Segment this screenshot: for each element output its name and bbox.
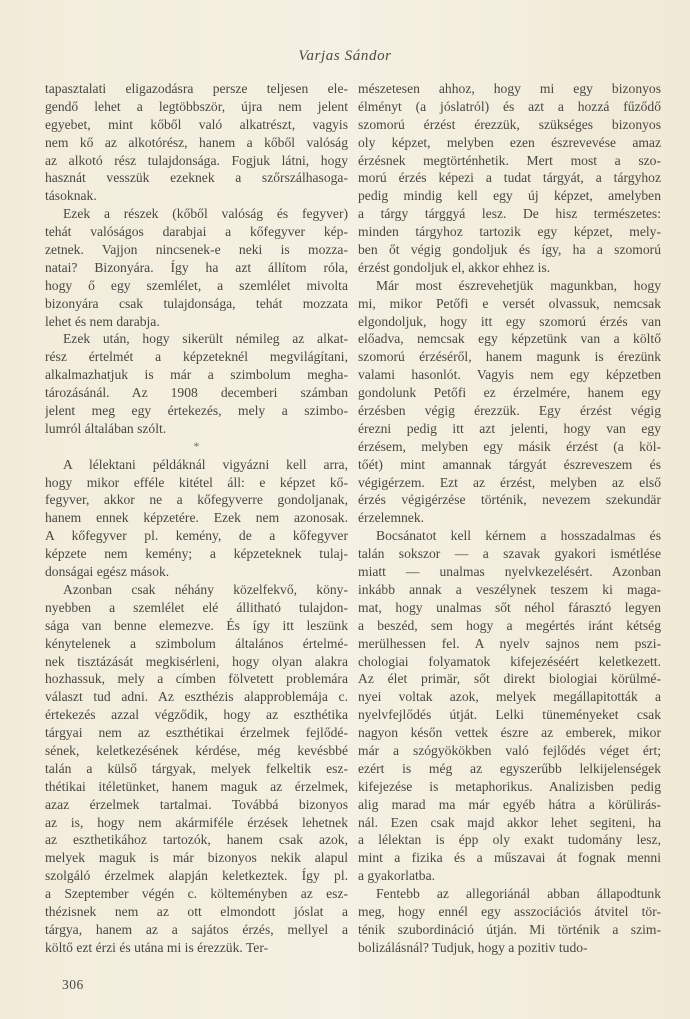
text-line: Azonban csak néhány közelfekvő, köny- (63, 581, 348, 597)
text-line: a lélektan is épp oly exakt tudomány lesz, (358, 832, 661, 848)
text-line: nál. Ezen csak majd akkor lehet segiteni, ha (358, 814, 661, 830)
text-line: A kőfegyver pl. kemény, de a kőfegyver (45, 528, 348, 544)
text-line: A lélektani példáknál vigyázni kell arra, (63, 456, 348, 472)
text-line: fegyver, akkor ne a kőfegyverre gondoljanak, (45, 492, 348, 508)
text-line: natai? Bizonyára. Így ha azt állítom róla, (45, 259, 348, 275)
text-line: nem kő az alkotórész, hanem a kőből valóság (45, 134, 348, 150)
text-line: gendő lehet a legtöbbször, újra nem jelent (45, 98, 348, 114)
text-line: ben őt végig gondoljuk és így, ha a szomorú (358, 242, 661, 258)
text-line: minden tárgyhoz tartozik egy képzet, mely- (358, 224, 661, 240)
text-line: választ tud adni. Az eszthézis alapproblemája c. (45, 689, 348, 705)
text-line: tásoknak. (45, 188, 97, 204)
text-line: Fentebb az allegoriánál abban állapodtunk (376, 886, 661, 902)
text-line: szomorú érzést érezzük, szükséges bizonyos (358, 116, 661, 132)
text-line: sének, keletkezésének kérdése, még kevésbbé (45, 742, 348, 758)
text-line: ezért is még az egyszerűbb lelkijelenségek (358, 760, 661, 776)
text-line: az eszthetikához tartozók, hanem csak azok, (45, 832, 348, 848)
text-line: nyelvfejlődés útját. Lelki tüneményeket csak (358, 707, 661, 723)
text-line: érzésnek megtörténhetik. Mert most a szo- (358, 152, 661, 168)
text-line: nek tisztázását megkisérleni, hogy olyan alakra (45, 653, 348, 669)
text-line: alkalmazhatjuk is már a szimbolum megha- (45, 367, 348, 383)
text-line: mat, hogy unalmas sőt néhol fárasztó legyen (358, 599, 661, 615)
text-line: chologiai folyamatok kifejezéséért keletkezett. (358, 653, 661, 669)
text-line: meg, hogy ennél egy asszociációs átvitel tör- (358, 903, 661, 919)
text-line: tárgyai nem az eszthétikai érzelmek fejlődé- (45, 725, 348, 741)
text-line: thézisnek nem az ott elmondott jóslat a (45, 903, 348, 919)
text-line: Bocsánatot kell kérnem a hosszadalmas és (376, 528, 661, 544)
text-line: élményt (a jóslatról) és azt a hozzá fűződő (358, 98, 661, 114)
text-line: pedig mindig kell egy új képzet, amelyben (358, 188, 661, 204)
text-line: donságai egész mások. (45, 564, 170, 580)
text-line: az is, hogy nem akármiféle érzések lehetnek (45, 814, 348, 830)
text-line: végigérzem. Ezt az érzést, melyben az első (358, 474, 661, 490)
text-line: nyei voltak azok, melyek megállapitották a (358, 689, 661, 705)
text-line: tőét) mint amannak tárgyát észreveszem és (358, 456, 661, 472)
text-line: értekezés azzal végződik, hogy az eszthétika (45, 707, 348, 723)
text-line: a tárgy tárggyá lesz. De hisz természetes: (358, 206, 661, 222)
text-line: képzete nem kemény; a képzeteknek tulaj- (45, 546, 348, 562)
text-line: lehet és nem darabja. (45, 313, 160, 329)
text-line: azaz érzelmek tartalmai. Továbbá bizonyos (45, 796, 348, 812)
text-line: érzést gondoljuk el, akkor ehhez is. (358, 259, 551, 275)
text-line: Ezek a részek (kőből valóság és fegyver) (63, 206, 348, 222)
text-line: érzésem, melyben egy másik érzést (a köl- (358, 438, 661, 454)
text-line: morú érzés képezi a tudat tárgyát, a tárgyhoz (358, 170, 661, 186)
text-line: inkább annak a veszélynek teszem ki maga- (358, 581, 661, 597)
text-line: tárgya, hanem az a sajátos érzés, mellyel a (45, 921, 348, 937)
text-line: tározásánál. Az 1908 decemberi számban (45, 385, 348, 401)
running-head: Varjas Sándor (298, 48, 392, 64)
text-line: miatt — unalmas nyelvkezelésért. Azonban (358, 564, 661, 580)
text-line: érezni pedig itt azt jelenti, hogy van egy (358, 420, 661, 436)
text-line: szomorú érzéséről, hanem magunk is érezünk (358, 349, 661, 365)
text-line: hozhassuk, mely a címben fölvetett problemára (45, 671, 348, 687)
text-line: talán sokszor — a szavak gyakori ismétlése (358, 546, 661, 562)
text-line: érzés végigérzése történik, nevezem szekundär (358, 492, 661, 508)
text-line: alig marad ma már egyéb hátra a körülirás- (358, 796, 661, 812)
text-line: Már most észrevehetjük magunkban, hogy (376, 277, 661, 293)
text-line: oly képzet, melyben ezen észrevevése amaz (358, 134, 661, 150)
text-line: kifejezése is metaphorikus. Analizisben pedig (358, 778, 661, 794)
text-line: nyebben a szemlélet elé állitható tulajdon- (45, 599, 348, 615)
text-line: thétikai itéletünket, hanem maguk az érzelmek, (45, 778, 348, 794)
section-separator: * (193, 438, 200, 453)
text-line: mi, mikor Petőfi e versét olvassuk, nemcsak (358, 295, 661, 311)
text-line: hogy mikor efféle kitétel áll: e képzet kő- (45, 474, 348, 490)
text-line: ténik szubordináció útján. Mi történik a szim- (358, 921, 661, 937)
text-line: bizonyára csak tulajdonsága, tehát mozzata (45, 295, 348, 311)
text-line: elgondoljuk, hogy itt egy szomorú érzés van (358, 313, 661, 329)
text-line: hogy ő egy szemlélet, a szemlélet mivolta (45, 277, 348, 293)
text-line: a Szeptember végén c. költeményben az esz- (45, 886, 348, 902)
page-number: 306 (62, 977, 84, 992)
text-line: mészetesen ahhoz, hogy mi egy bizonyos (358, 81, 661, 96)
text-line: Az élet primär, sőt direkt biologiai körülmé- (358, 671, 661, 687)
text-line: tapasztalati eligazodásra persze teljesen ele- (45, 81, 348, 96)
text-line: költő ezt érzi és utána mi is érezzük. Ter- (45, 939, 269, 955)
text-line: talán a külső tárgyak, melyek felkeltik esz- (45, 760, 348, 776)
text-line: a gyakorlatba. (358, 868, 435, 884)
text-line: nagyon későn vettek észre az emberek, mikor (358, 725, 661, 741)
text-line: bolizálásnál? Tudjuk, hogy a pozitiv tudo- (358, 939, 588, 955)
text-line: egyebet, mint kőből való alkatrészt, vagyis (45, 116, 348, 132)
right-column (358, 80, 661, 957)
text-line: az alkotó rész tulajdonsága. Fogjuk látni, hogy (45, 152, 348, 168)
text-line: Ezek után, hogy sikerült némileg az alkat- (63, 331, 348, 347)
text-line: mint a fizika és a műszavai át fognak menni (358, 850, 661, 866)
text-line: sága van benne elemezve. És így itt leszünk (45, 617, 348, 633)
text-line: lumról általában szólt. (45, 420, 167, 436)
text-line: jelent meg egy értekezés, mely a szimbo- (45, 403, 348, 419)
text-line: érzésben végig érezzük. Egy érzést végig (358, 403, 661, 419)
text-line: valami hasonlót. Vagyis nem egy képzetben (358, 367, 661, 383)
text-line: hanem ennek képzetére. Ezek nem azonosak. (45, 510, 348, 526)
text-line: kénytelenek a szimbolum általános értelmé- (45, 635, 348, 651)
text-line: gondolunk Petőfi ez érzelmére, hanem egy (358, 385, 661, 401)
text-line: szolgáló érzelmek alapján keletkeztek. Így pl. (45, 868, 348, 884)
left-column (45, 80, 348, 957)
text-line: hasznát vesszük ezeknek a szőrszálhasoga- (45, 170, 348, 186)
text-line: már a szógyökökben való fejlődés véget ért; (358, 742, 661, 758)
text-line: előadva, nemcsak egy képzetünk van a költő (358, 331, 661, 347)
text-line: tehát valóságos darabjai a kőfegyver kép- (45, 224, 348, 240)
text-line: zetnek. Vajjon nincsenek-e neki is mozza- (45, 242, 348, 258)
text-line: melyek maguk is már bizonyos nekik alapul (45, 850, 348, 866)
text-line: a beszéd, sem hogy a megértés iránt kétség (358, 617, 661, 633)
text-line: érzelemnek. (358, 510, 425, 526)
text-line: rész értelmét a képzeteknél megvilágítani, (45, 349, 348, 365)
text-line: merülhessen fel. A nyelv sajnos nem pszi- (358, 635, 661, 651)
